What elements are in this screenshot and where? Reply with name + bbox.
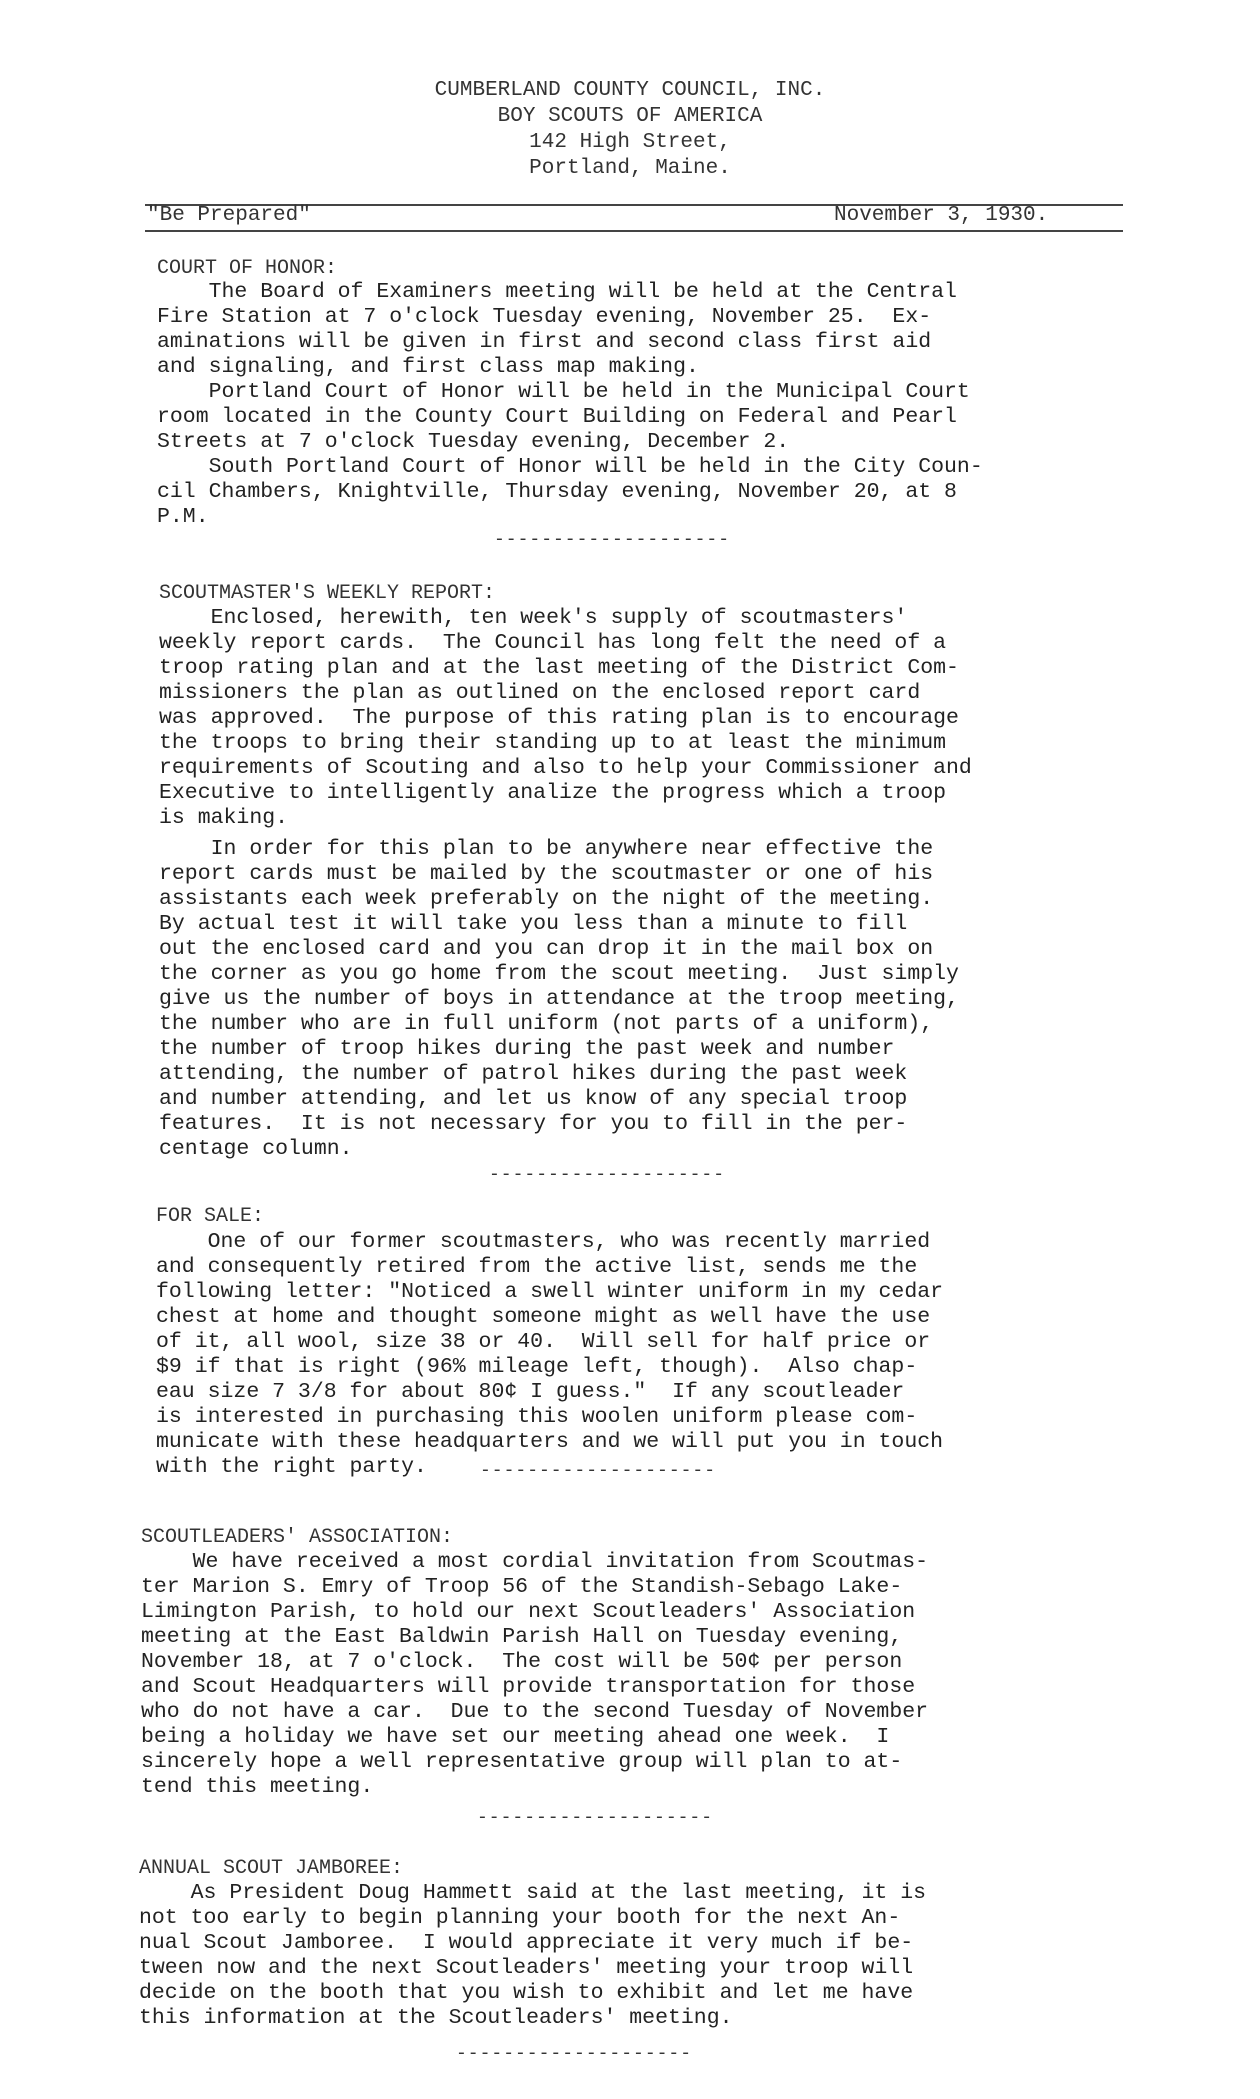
text-line: out the enclosed card and you can drop it in the mail box on xyxy=(159,937,934,961)
text-line: Streets at 7 o'clock Tuesday evening, December 2. xyxy=(157,430,790,454)
text-line: centage column. xyxy=(159,1137,353,1161)
text-line: tend this meeting. xyxy=(141,1775,374,1799)
section-heading-court-of-honor: COURT OF HONOR: xyxy=(157,257,338,280)
section-separator: -------------------- xyxy=(494,530,731,550)
text-line: Fire Station at 7 o'clock Tuesday evening, November 25. Ex- xyxy=(157,305,932,329)
text-line: As President Doug Hammett said at the last meeting, it is xyxy=(139,1881,927,1905)
text-line: $9 if that is right (96% mileage left, though). Also chap- xyxy=(156,1355,918,1379)
text-line: the number who are in full uniform (not parts of a uniform), xyxy=(159,1012,934,1036)
section-separator: -------------------- xyxy=(480,1461,717,1481)
text-line: troop rating plan and at the last meeting of the District Com- xyxy=(159,656,959,680)
text-line: Portland Court of Honor will be held in the Municipal Court xyxy=(157,380,970,404)
text-line: with the right party. xyxy=(156,1455,427,1479)
letterhead-street: 142 High Street, xyxy=(529,131,731,154)
text-line: following letter: "Noticed a swell winter uniform in my cedar xyxy=(156,1280,944,1304)
text-line: One of our former scoutmasters, who was recently married xyxy=(156,1230,931,1254)
text-line: nual Scout Jamboree. I would appreciate it very much if be- xyxy=(139,1931,914,1955)
text-line: The Board of Examiners meeting will be held at the Central xyxy=(157,280,957,304)
text-line: the corner as you go home from the scout meeting. Just simply xyxy=(159,962,959,986)
text-line: room located in the County Court Building on Federal and Pearl xyxy=(157,405,957,429)
text-line: and Scout Headquarters will provide transportation for those xyxy=(141,1675,916,1699)
text-line: is making. xyxy=(159,806,289,830)
text-line: missioners the plan as outlined on the enclosed report card xyxy=(159,681,921,705)
section-heading-scoutleaders-association: SCOUTLEADERS' ASSOCIATION: xyxy=(141,1526,454,1549)
text-line: and consequently retired from the active list, sends me the xyxy=(156,1255,918,1279)
section-separator: -------------------- xyxy=(456,2044,693,2064)
text-line: meeting at the East Baldwin Parish Hall on Tuesday evening, xyxy=(141,1625,903,1649)
text-line: was approved. The purpose of this rating plan is to encourage xyxy=(159,706,959,730)
letter-date: November 3, 1930. xyxy=(834,204,1049,227)
letterhead-organization: BOY SCOUTS OF AMERICA xyxy=(497,105,763,128)
text-line: ter Marion S. Emry of Troop 56 of the Standish-Sebago Lake- xyxy=(141,1575,903,1599)
text-line: report cards must be mailed by the scoutmaster or one of his xyxy=(159,862,934,886)
section-heading-scout-jamboree: ANNUAL SCOUT JAMBOREE: xyxy=(139,1857,404,1880)
text-line: and number attending, and let us know of any special troop xyxy=(159,1087,908,1111)
text-line: being a holiday we have set our meeting ahead one week. I xyxy=(141,1725,890,1749)
section-heading-for-sale: FOR SALE: xyxy=(156,1205,265,1228)
text-line: aminations will be given in first and second class first aid xyxy=(157,330,932,354)
section-heading-weekly-report: SCOUTMASTER'S WEEKLY REPORT: xyxy=(159,582,496,605)
letterhead-council-name: CUMBERLAND COUNTY COUNCIL, INC. xyxy=(434,79,826,102)
text-line: chest at home and thought someone might as well have the use xyxy=(156,1305,931,1329)
text-line: November 18, at 7 o'clock. The cost will be 50¢ per person xyxy=(141,1650,903,1674)
text-line: weekly report cards. The Council has long felt the need of a xyxy=(159,631,947,655)
text-line: this information at the Scoutleaders' meeting. xyxy=(139,2006,733,2030)
text-line: who do not have a car. Due to the second Tuesday of November xyxy=(141,1700,929,1724)
text-line: not too early to begin planning your booth for the next An- xyxy=(139,1906,901,1930)
text-line: Limington Parish, to hold our next Scoutleaders' Association xyxy=(141,1600,916,1624)
text-line: We have received a most cordial invitation from Scoutmas- xyxy=(141,1550,929,1574)
text-line: cil Chambers, Knightville, Thursday evening, November 20, at 8 xyxy=(157,480,957,504)
text-line: attending, the number of patrol hikes during the past week xyxy=(159,1062,908,1086)
text-line: assistants each week preferably on the night of the meeting. xyxy=(159,887,934,911)
text-line: the troops to bring their standing up to at least the minimum xyxy=(159,731,947,755)
text-line: P.M. xyxy=(157,505,209,529)
text-line: requirements of Scouting and also to help your Commissioner and xyxy=(159,756,972,780)
text-line: give us the number of boys in attendance at the troop meeting, xyxy=(159,987,959,1011)
text-line: tween now and the next Scoutleaders' meeting your troop will xyxy=(139,1956,914,1980)
text-line: municate with these headquarters and we will put you in touch xyxy=(156,1430,944,1454)
text-line: and signaling, and first class map making. xyxy=(157,355,699,379)
section-separator: -------------------- xyxy=(489,1165,726,1185)
text-line: In order for this plan to be anywhere near effective the xyxy=(159,837,934,861)
text-line: decide on the booth that you wish to exhibit and let me have xyxy=(139,1981,914,2005)
text-line: of it, all wool, size 38 or 40. Will sell for half price or xyxy=(156,1330,931,1354)
motto: "Be Prepared" xyxy=(147,204,311,227)
text-line: the number of troop hikes during the past week and number xyxy=(159,1037,895,1061)
section-separator: -------------------- xyxy=(477,1808,714,1828)
text-line: Executive to intelligently analize the progress which a troop xyxy=(159,781,947,805)
text-line: Enclosed, herewith, ten week's supply of scoutmasters' xyxy=(159,606,908,630)
text-line: South Portland Court of Honor will be held in the City Coun- xyxy=(157,455,983,479)
letterhead-city: Portland, Maine. xyxy=(529,157,731,180)
bottom-rule xyxy=(145,230,1123,232)
text-line: is interested in purchasing this woolen uniform please com- xyxy=(156,1405,918,1429)
text-line: features. It is not necessary for you to fill in the per- xyxy=(159,1112,908,1136)
text-line: sincerely hope a well representative group will plan to at- xyxy=(141,1750,903,1774)
text-line: eau size 7 3/8 for about 80¢ I guess." If any scoutleader xyxy=(156,1380,905,1404)
text-line: By actual test it will take you less than a minute to fill xyxy=(159,912,908,936)
